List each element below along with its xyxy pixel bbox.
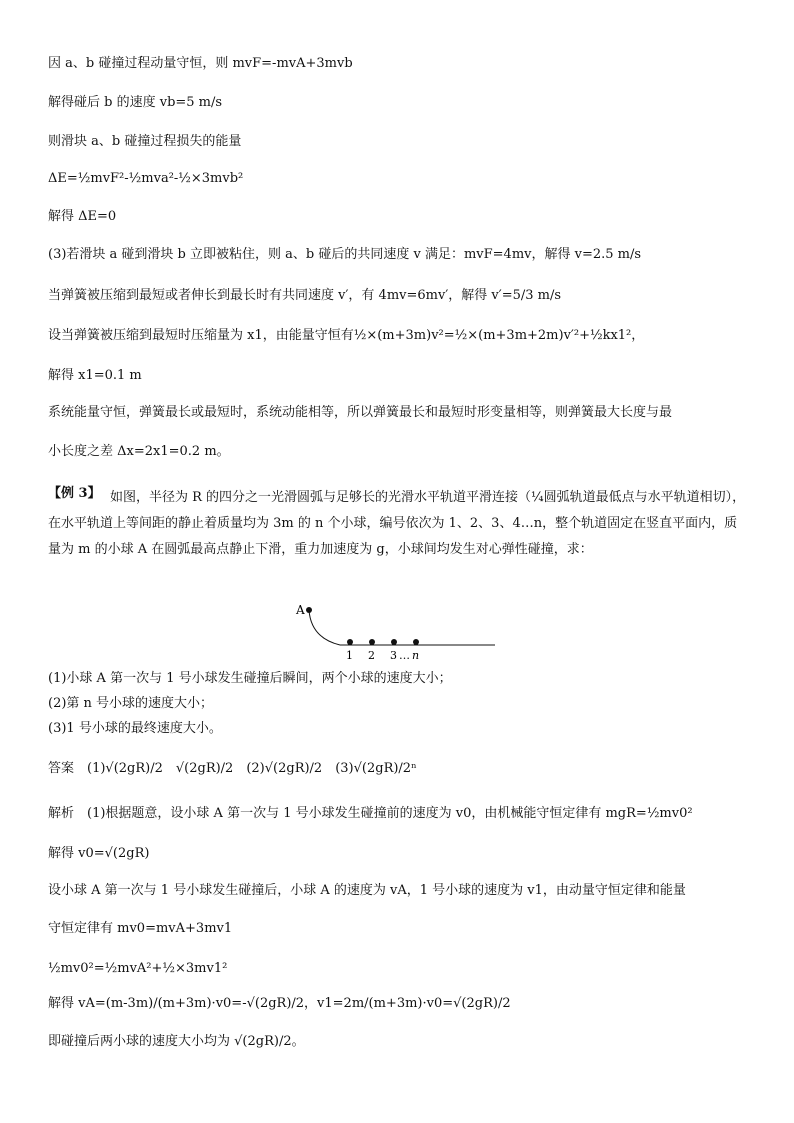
ball-3 [391, 639, 397, 645]
quarter-arc [309, 610, 340, 645]
ball-label-2: 2 [368, 649, 375, 660]
solution-2: 解得 v0=√(2gR) [48, 846, 150, 861]
line-3: 则滑块 a、b 碰撞过程损失的能量 [48, 134, 242, 149]
track-figure [0, 600, 794, 660]
solution-4: 守恒定律有 mv0=mvA+3mv1 [48, 921, 233, 936]
example-question: 如图，半径为 R 的四分之一光滑圆弧与足够长的光滑水平轨道平滑连接（¼圆弧轨道最低点与水平轨道相切），在水平轨道上等间距的静止着质量均为 3m 的 n 个小球，编号依次为 1、2、3、4…n，整个轨道固定在竖直平面内，质量为 m 的小球 A 在圆弧最高点静止下滑，重力加速度为 g，小球间均发生对心弹性碰撞，求： [48, 490, 746, 557]
ball-n [413, 639, 419, 645]
ball-label-1: 1 [346, 649, 353, 660]
solution-5: ½mv0²=½mvA²+½×3mv1² [48, 961, 228, 976]
line-4: ΔE=½mvF²-½mva²-½×3mvb² [48, 171, 244, 186]
line-9: 解得 x1=0.1 m [48, 368, 142, 383]
question-2: (2)第 n 号小球的速度大小； [48, 696, 214, 711]
line-1: 因 a、b 碰撞过程动量守恒，则 mvF=-mvA+3mvb [48, 56, 353, 71]
question-1: (1)小球 A 第一次与 1 号小球发生碰撞后瞬间，两个小球的速度大小； [48, 671, 452, 686]
ball-2 [369, 639, 375, 645]
line-10: 系统能量守恒，弹簧最长或最短时，系统动能相等，所以弹簧最长和最短时形变量相等，则弹簧最大长度与最 [48, 405, 673, 420]
ball-label-3: 3 [390, 649, 397, 660]
ball-label-n: n [412, 649, 420, 660]
solution-3: 设小球 A 第一次与 1 号小球发生碰撞后，小球 A 的速度为 vA，1 号小球的速度为 v1，由动量守恒定律和能量 [48, 883, 686, 898]
line-7: 当弹簧被压缩到最短或者伸长到最长时有共同速度 v′，有 4mv=6mv′，解得 v′=5/3 m/s [48, 288, 562, 303]
line-6: (3)若滑块 a 碰到滑块 b 立即被粘住，则 a、b 碰后的共同速度 v 满足：mvF=4mv，解得 v=2.5 m/s [48, 247, 642, 262]
point-label-a: A [296, 603, 305, 617]
ball-label-dots: … [399, 649, 410, 660]
line-11: 小长度之差 Δx=2x1=0.2 m。 [48, 444, 230, 459]
question-3: (3)1 号小球的最终速度大小。 [48, 721, 222, 736]
line-5: 解得 ΔE=0 [48, 209, 117, 224]
line-8: 设当弹簧被压缩到最短时压缩量为 x1，由能量守恒有½×(m+3m)v²=½×(m+3m+2m)v′²+½kx1²， [48, 328, 645, 343]
solution-6: 解得 vA=(m-3m)/(m+3m)·v0=-√(2gR)/2，v1=2m/(m+3m)·v0=√(2gR)/2 [48, 996, 511, 1011]
line-2: 解得碰后 b 的速度 vb=5 m/s [48, 95, 223, 110]
example-tag: 【例 3】 [48, 486, 101, 501]
solution-1: 解析 (1)根据题意，设小球 A 第一次与 1 号小球发生碰撞前的速度为 v0，由机械能守恒定律有 mgR=½mv0² [48, 806, 693, 821]
solution-7: 即碰撞后两小球的速度大小均为 √(2gR)/2。 [48, 1034, 305, 1049]
ball-1 [347, 639, 353, 645]
answer-line: 答案 (1)√(2gR)/2 √(2gR)/2 (2)√(2gR)/2 (3)√(2gR)/2ⁿ [48, 761, 417, 776]
